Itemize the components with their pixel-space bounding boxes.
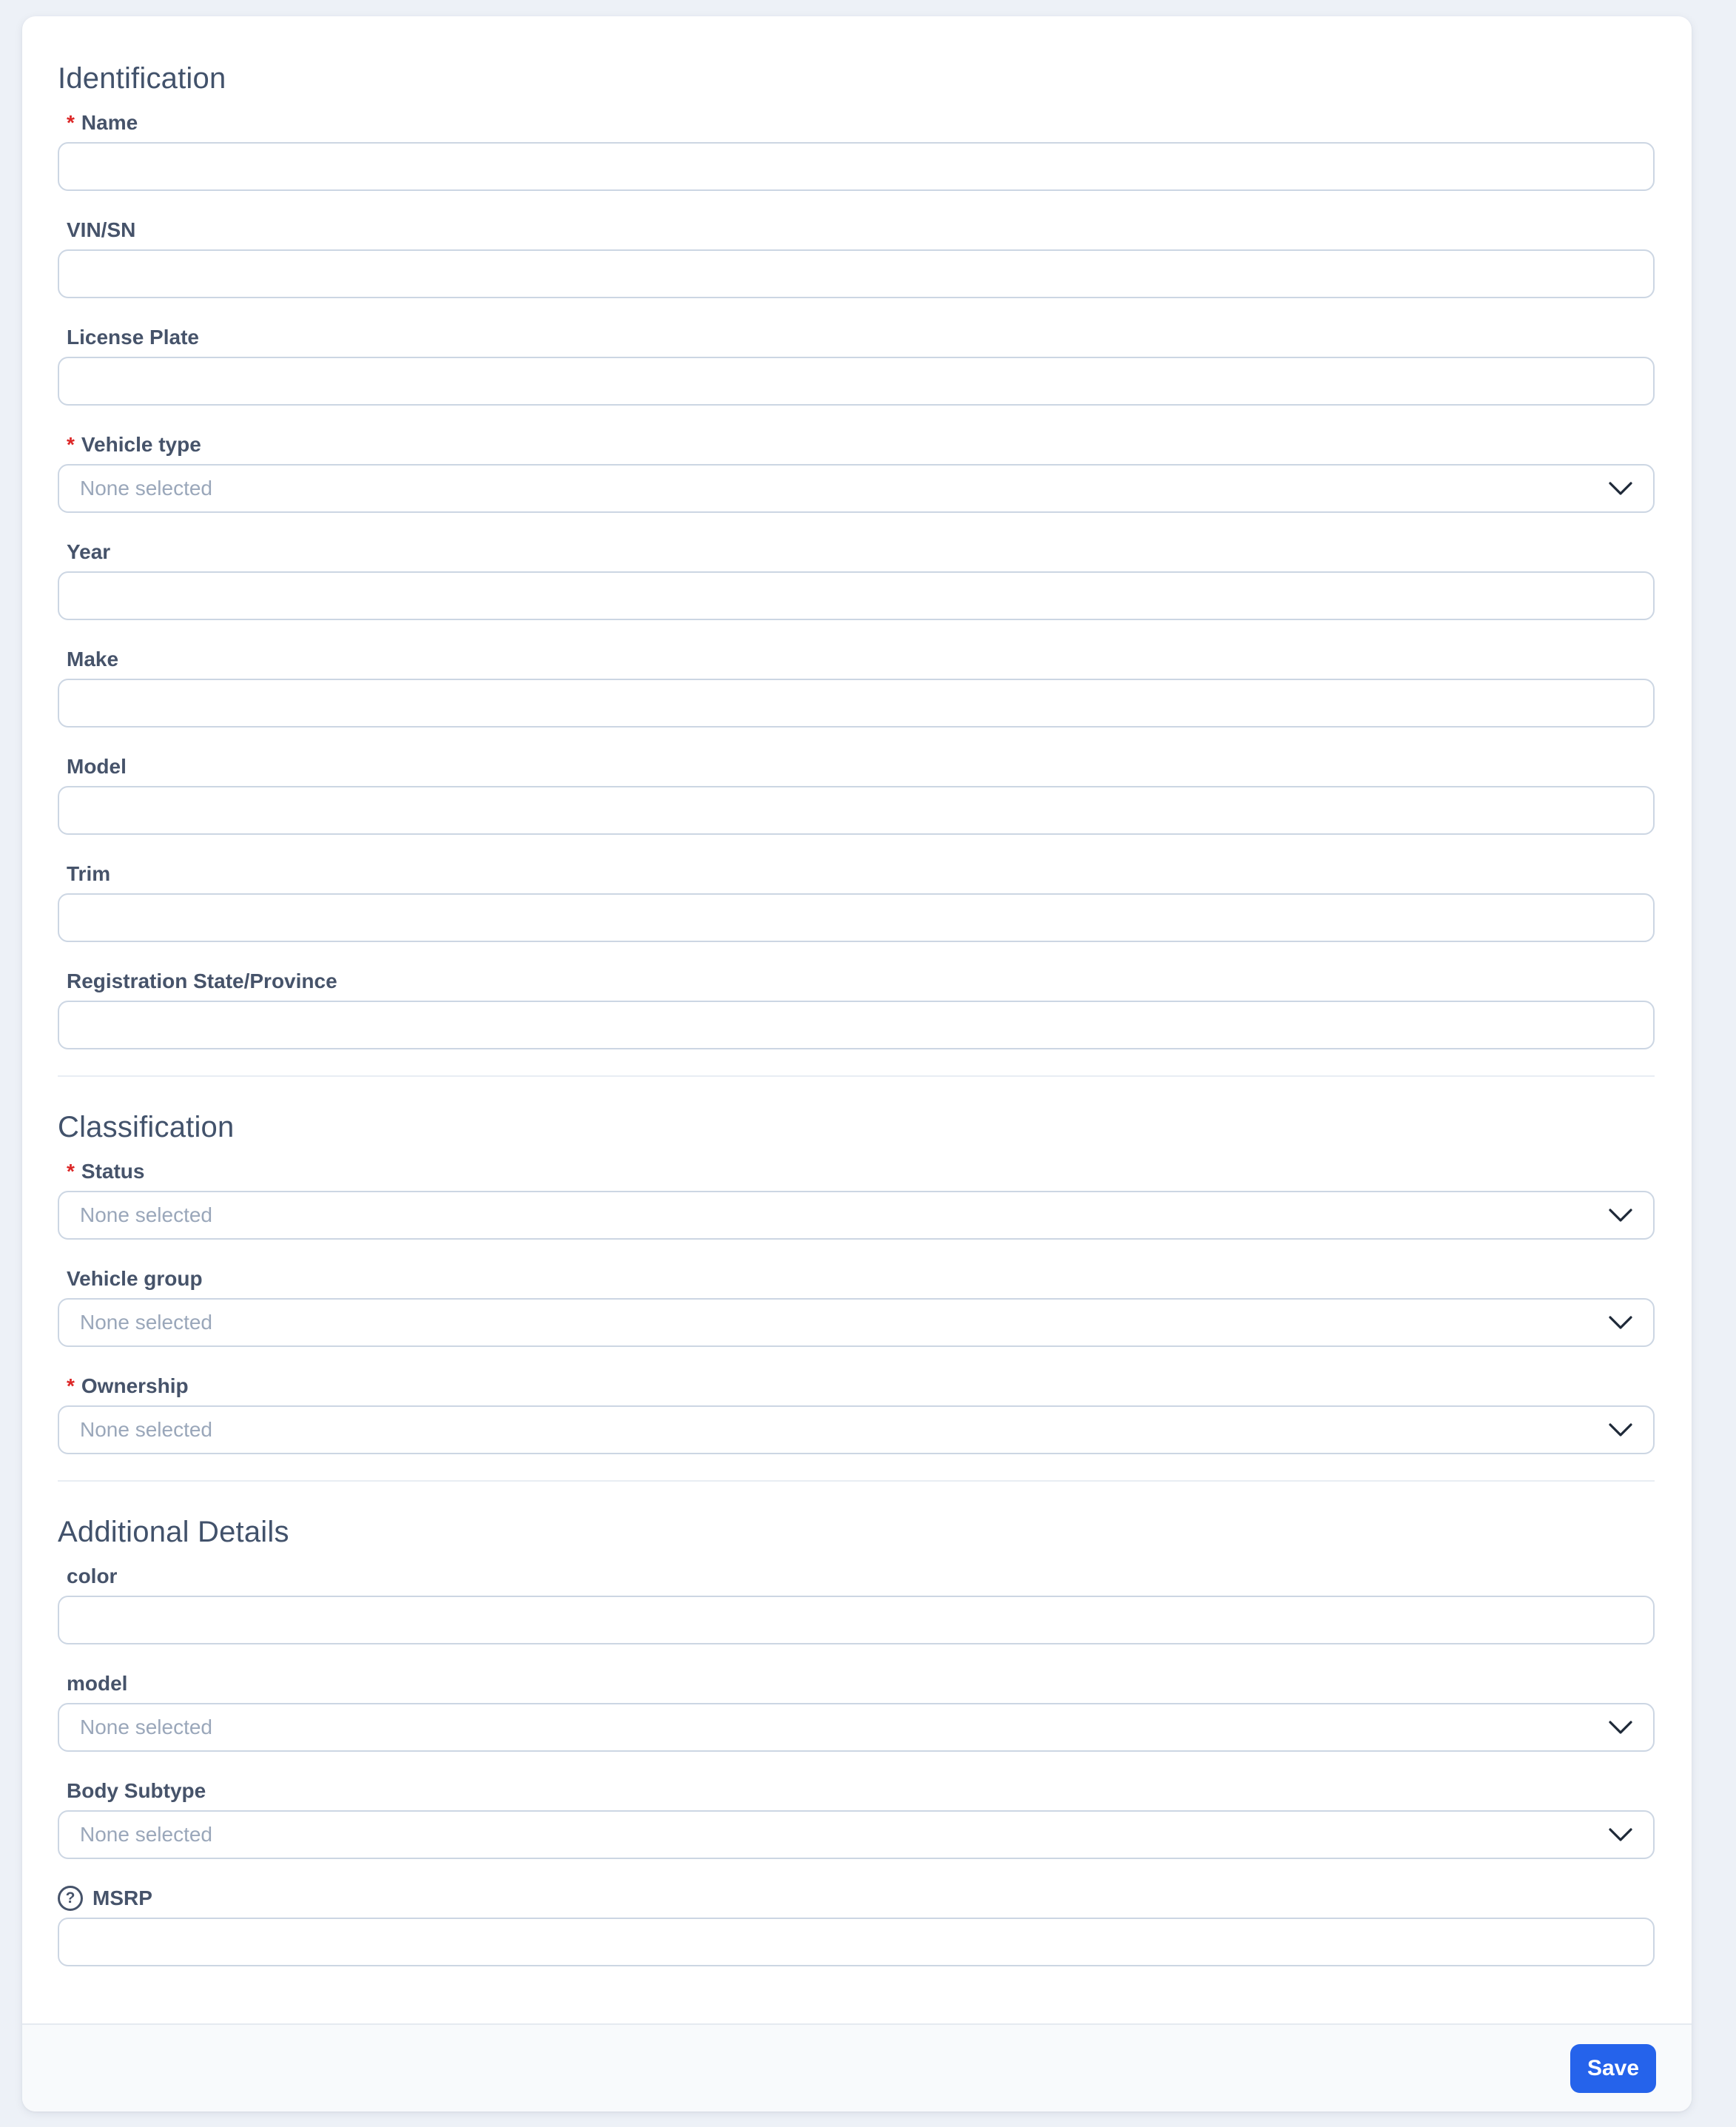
field-label xyxy=(58,861,1655,887)
chevron-down-icon xyxy=(1607,1827,1634,1843)
vehicle-type-select[interactable] xyxy=(58,464,1655,513)
required-asterisk: * xyxy=(67,433,75,456)
field-label-text: color xyxy=(67,1565,118,1587)
field-label-text: Year xyxy=(67,540,111,563)
field-registration-state-province xyxy=(58,968,1655,1049)
required-asterisk: * xyxy=(67,1160,75,1183)
field-label-text: MSRP xyxy=(92,1886,152,1909)
field-label-text: model xyxy=(67,1672,128,1695)
chevron-down-icon xyxy=(1607,1314,1634,1331)
section-title: Classification xyxy=(58,1111,235,1143)
make-input[interactable] xyxy=(58,679,1655,728)
status-select[interactable] xyxy=(58,1191,1655,1240)
field-label-text: Vehicle group xyxy=(67,1267,203,1290)
section-additional-details xyxy=(58,1480,1655,1966)
field-status xyxy=(58,1158,1655,1240)
field-label xyxy=(58,324,1655,351)
field-model xyxy=(58,753,1655,835)
field-model xyxy=(58,1670,1655,1752)
field-label-text: VIN/SN xyxy=(67,218,136,241)
field-color xyxy=(58,1563,1655,1644)
required-asterisk: * xyxy=(67,111,75,134)
field-body-subtype xyxy=(58,1778,1655,1859)
field-label-text: Ownership xyxy=(81,1374,189,1397)
field-label xyxy=(58,1885,1655,1912)
chevron-down-icon xyxy=(1607,1719,1634,1735)
field-label-text: Make xyxy=(67,648,119,671)
field-name xyxy=(58,110,1655,191)
form-footer xyxy=(22,2023,1692,2111)
registration-state-province-input[interactable] xyxy=(58,1001,1655,1049)
field-label xyxy=(58,110,1655,136)
field-label-text: Status xyxy=(81,1160,145,1183)
field-msrp xyxy=(58,1885,1655,1966)
section-identification xyxy=(58,61,1655,1049)
field-vehicle-group xyxy=(58,1266,1655,1347)
field-label xyxy=(58,1158,1655,1185)
field-label-text: Model xyxy=(67,755,127,778)
section-divider xyxy=(58,1480,1655,1482)
save-button[interactable]: Save xyxy=(1570,2044,1656,2093)
field-vin-sn xyxy=(58,217,1655,298)
year-input[interactable] xyxy=(58,571,1655,620)
field-label xyxy=(58,968,1655,995)
field-label xyxy=(58,753,1655,780)
form-body xyxy=(22,16,1692,2023)
msrp-input[interactable] xyxy=(58,1918,1655,1966)
select-placeholder: None selected xyxy=(80,1418,213,1441)
section-title: Identification xyxy=(58,62,226,95)
chevron-down-icon xyxy=(1607,1422,1634,1438)
select-placeholder: None selected xyxy=(80,1311,213,1334)
section-title: Additional Details xyxy=(58,1516,289,1548)
name-input[interactable] xyxy=(58,142,1655,191)
chevron-down-icon xyxy=(1607,480,1634,497)
trim-input[interactable] xyxy=(58,893,1655,942)
license-plate-input[interactable] xyxy=(58,357,1655,406)
field-label xyxy=(58,431,1655,458)
field-trim xyxy=(58,861,1655,942)
required-asterisk: * xyxy=(67,1374,75,1397)
model-select[interactable] xyxy=(58,1703,1655,1752)
field-label-text: Body Subtype xyxy=(67,1779,206,1802)
field-label-text: License Plate xyxy=(67,326,199,349)
section-divider xyxy=(58,1075,1655,1077)
select-placeholder: None selected xyxy=(80,477,213,500)
section-classification xyxy=(58,1075,1655,1454)
field-label-text: Registration State/Province xyxy=(67,970,337,992)
field-ownership xyxy=(58,1373,1655,1454)
field-license-plate xyxy=(58,324,1655,406)
model-input[interactable] xyxy=(58,786,1655,835)
select-placeholder: None selected xyxy=(80,1823,213,1846)
field-label xyxy=(58,539,1655,565)
field-label xyxy=(58,1373,1655,1399)
form-card xyxy=(22,16,1692,2111)
field-label-text: Trim xyxy=(67,862,111,885)
ownership-select[interactable] xyxy=(58,1405,1655,1454)
vehicle-group-select[interactable] xyxy=(58,1298,1655,1347)
chevron-down-icon xyxy=(1607,1207,1634,1223)
field-label xyxy=(58,1670,1655,1697)
field-year xyxy=(58,539,1655,620)
field-label-text: Name xyxy=(81,111,138,134)
field-label xyxy=(58,217,1655,243)
body-subtype-select[interactable] xyxy=(58,1810,1655,1859)
vin-sn-input[interactable] xyxy=(58,249,1655,298)
select-placeholder: None selected xyxy=(80,1716,213,1738)
select-placeholder: None selected xyxy=(80,1203,213,1226)
field-label xyxy=(58,1778,1655,1804)
color-input[interactable] xyxy=(58,1596,1655,1644)
field-make xyxy=(58,646,1655,728)
help-icon[interactable]: ? xyxy=(58,1886,83,1911)
field-label xyxy=(58,646,1655,673)
field-label-text: Vehicle type xyxy=(81,433,201,456)
field-label xyxy=(58,1563,1655,1590)
field-vehicle-type xyxy=(58,431,1655,513)
field-label xyxy=(58,1266,1655,1292)
